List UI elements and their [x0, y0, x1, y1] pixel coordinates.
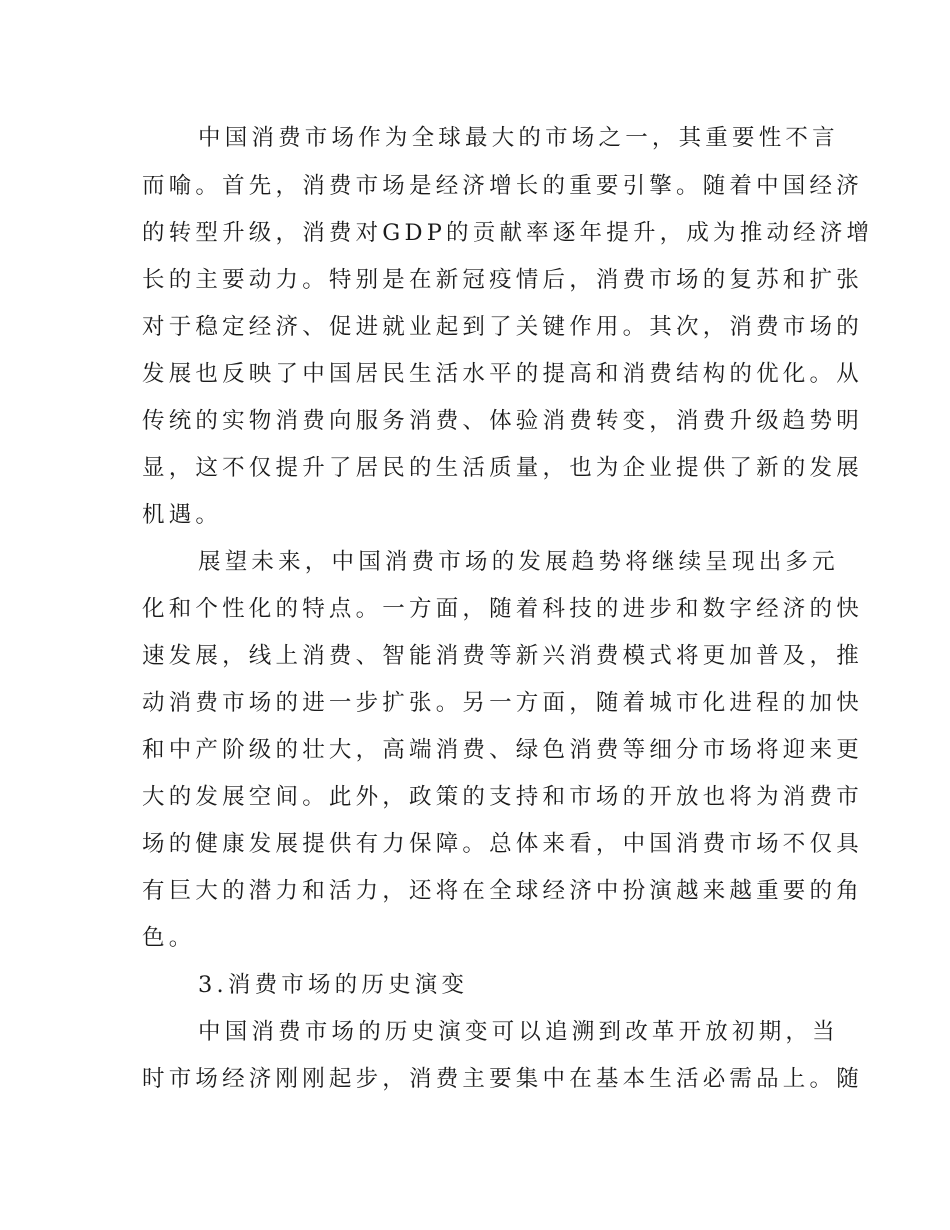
paragraph-1-line-9: 机遇。: [142, 502, 223, 528]
paragraph-2-line-2: 化和个性化的特点。一方面，随着科技的进步和数字经济的快: [142, 596, 863, 622]
paragraph-2-line-6: 大的发展空间。此外，政策的支持和市场的开放也将为消费市: [142, 784, 863, 810]
paragraph-2-line-5: 和中产阶级的壮大，高端消费、绿色消费等细分市场将迎来更: [142, 737, 863, 763]
paragraph-1-line-1: 中国消费市场作为全球最大的市场之一，其重要性不言: [198, 125, 839, 151]
paragraph-1-line-5: 对于稳定经济、促进就业起到了关键作用。其次，消费市场的: [142, 314, 863, 340]
paragraph-1-line-6: 发展也反映了中国居民生活水平的提高和消费结构的优化。从: [142, 361, 863, 387]
paragraph-2-line-7: 场的健康发展提供有力保障。总体来看，中国消费市场不仅具: [142, 831, 863, 857]
paragraph-3-line-2: 时市场经济刚刚起步，消费主要集中在基本生活必需品上。随: [142, 1066, 863, 1092]
section-heading: 3.消费市场的历史演变: [198, 972, 469, 998]
paragraph-2-line-4: 动消费市场的进一步扩张。另一方面，随着城市化进程的加快: [142, 690, 863, 716]
paragraph-1-line-8: 显，这不仅提升了居民的生活质量，也为企业提供了新的发展: [142, 455, 863, 481]
paragraph-1-line-2: 而喻。首先，消费市场是经济增长的重要引擎。随着中国经济: [142, 173, 863, 199]
paragraph-2-line-8: 有巨大的潜力和活力，还将在全球经济中扮演越来越重要的角: [142, 878, 863, 904]
paragraph-1-line-3: 的转型升级，消费对GDP的贡献率逐年提升，成为推动经济增: [142, 220, 874, 246]
paragraph-3-line-1: 中国消费市场的历史演变可以追溯到改革开放初期，当: [198, 1019, 839, 1045]
paragraph-1-line-7: 传统的实物消费向服务消费、体验消费转变，消费升级趋势明: [142, 408, 863, 434]
paragraph-2-line-9: 色。: [142, 925, 196, 951]
paragraph-1-line-4: 长的主要动力。特别是在新冠疫情后，消费市场的复苏和扩张: [142, 267, 863, 293]
paragraph-2-line-1: 展望未来，中国消费市场的发展趋势将继续呈现出多元: [198, 549, 839, 575]
paragraph-2-line-3: 速发展，线上消费、智能消费等新兴消费模式将更加普及，推: [142, 643, 863, 669]
